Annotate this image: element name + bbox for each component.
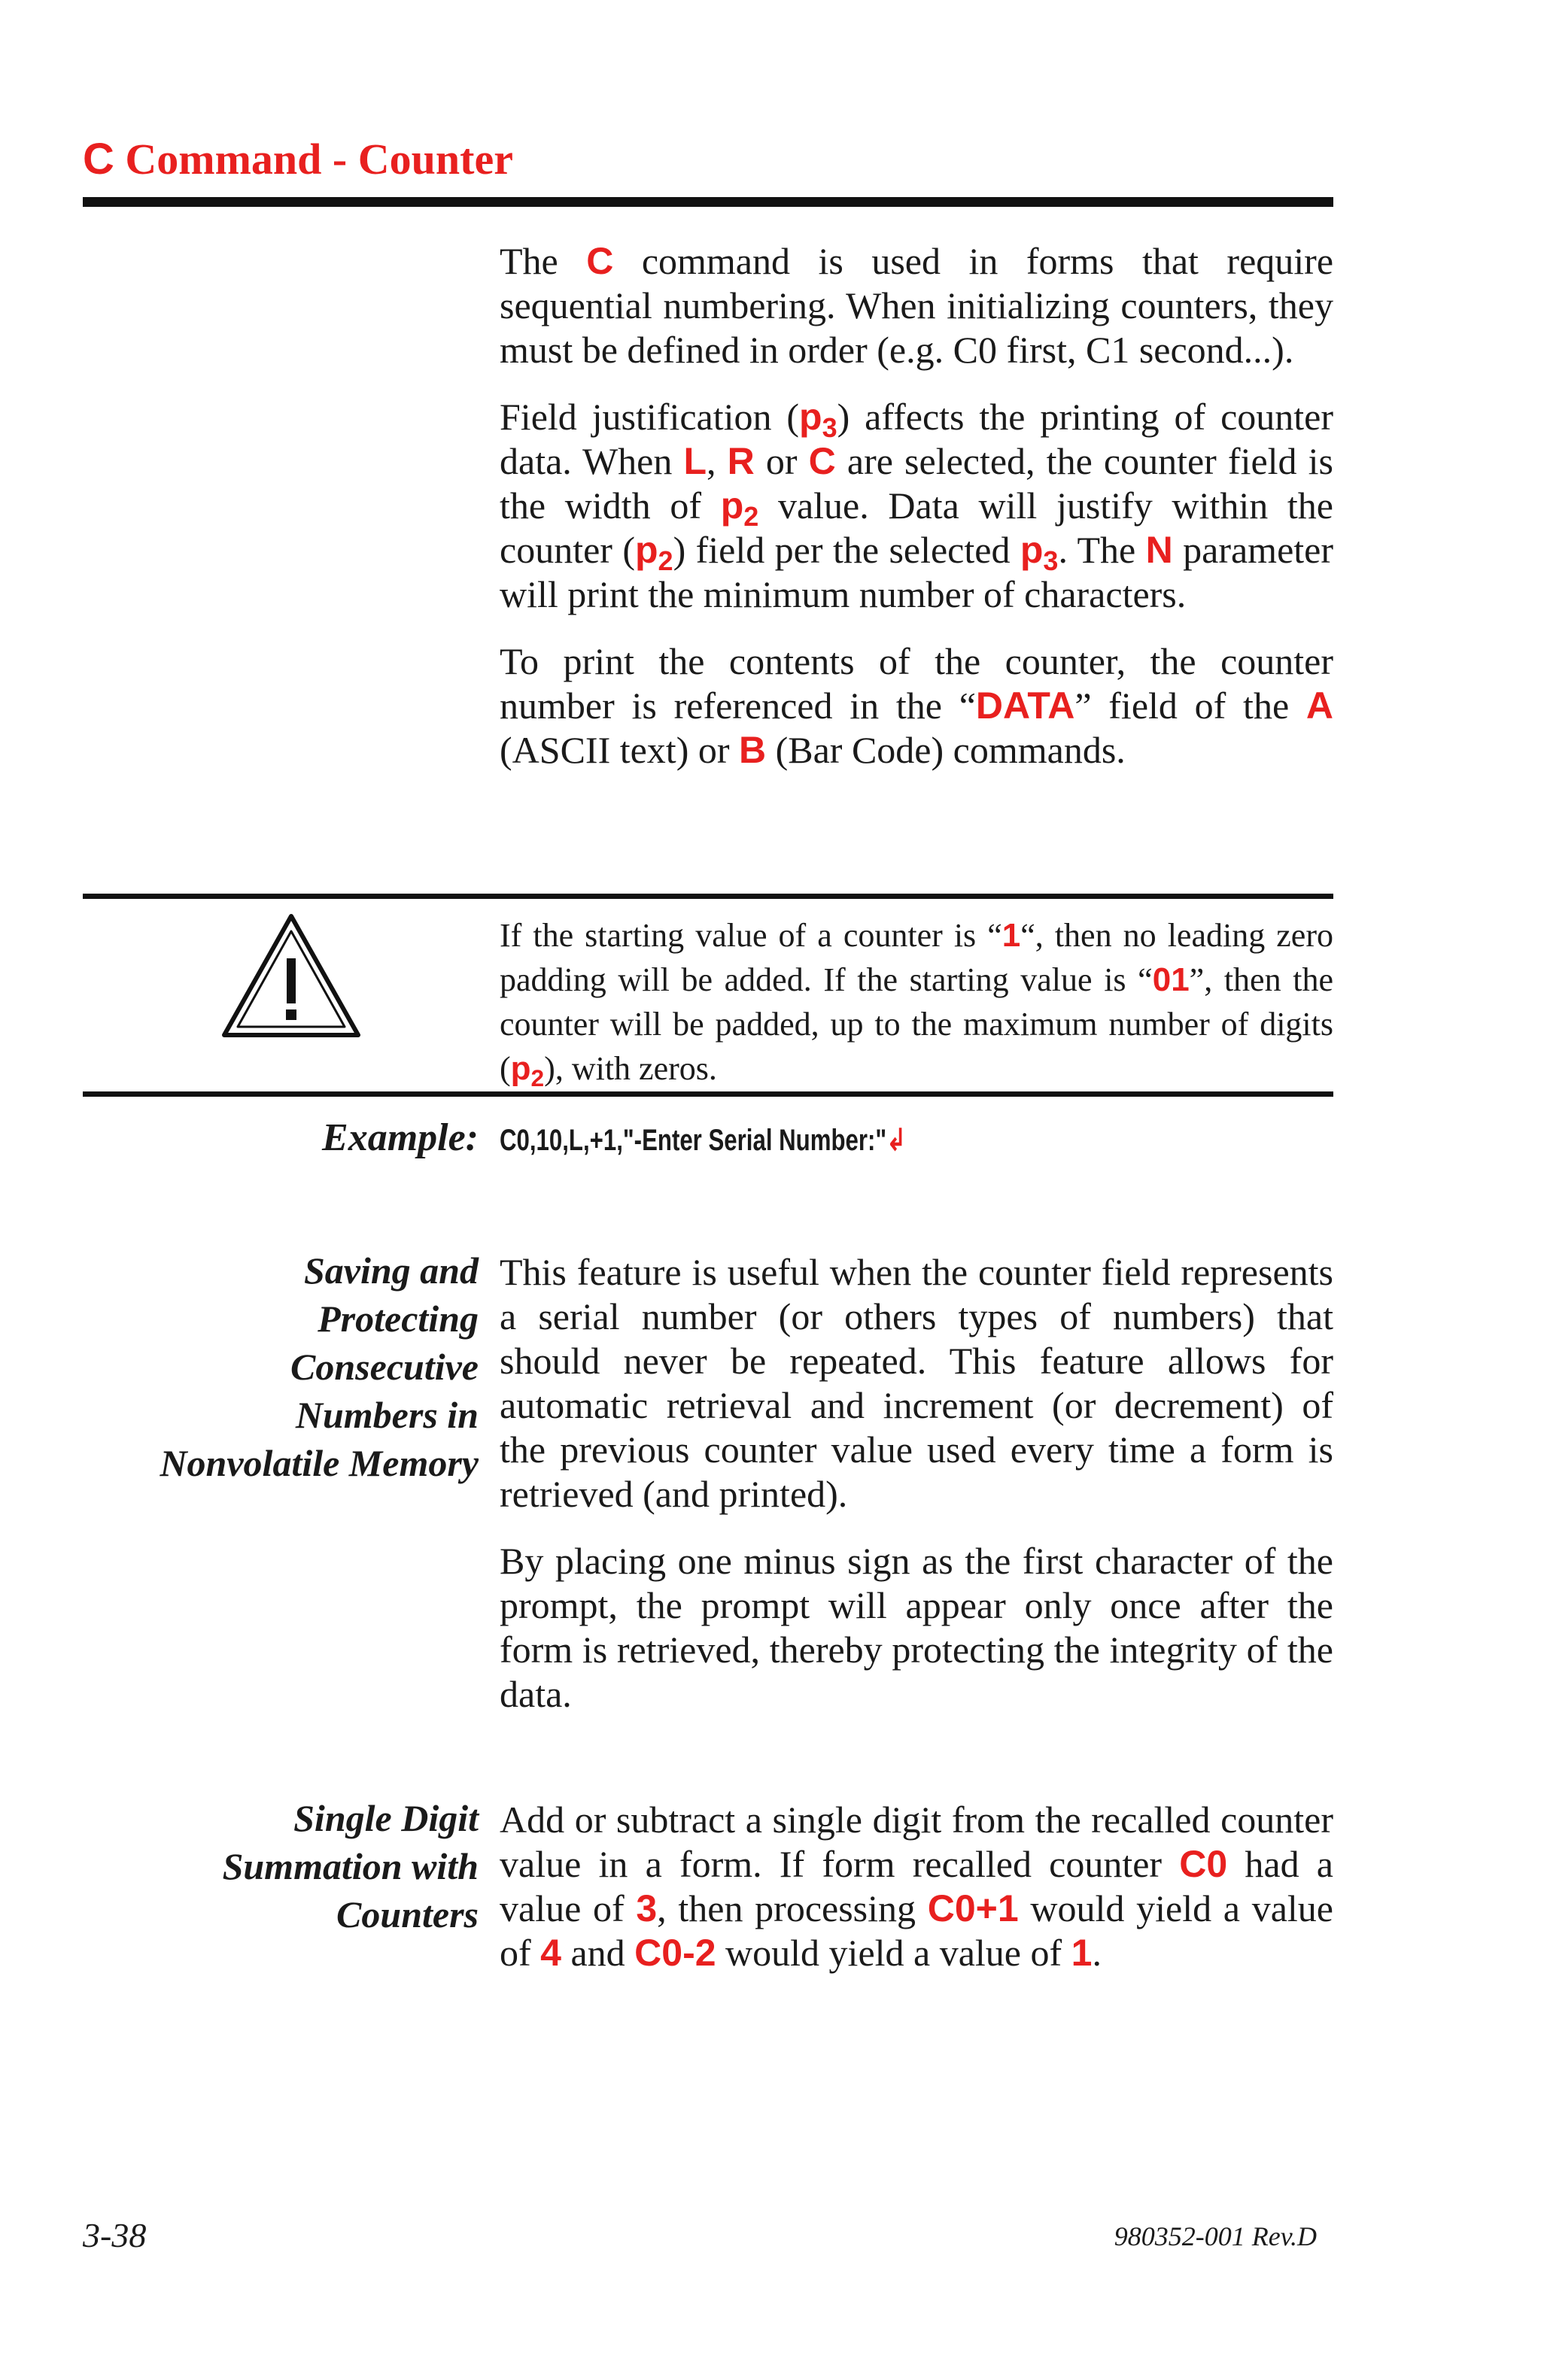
intro-paragraph-2: Field justification $(p_3)$ affects the printing of counter data. When L, R or C are selected, the counter field is the width of $p_2$ value. Data will justify within the counter $(p_2)$ field per the selected $p_3$. The N parameter will print the minimum number of characters. (500, 396, 1334, 615)
saving-heading: Saving and Protecting Consecutive Numbers in Nonvolatile Memory (160, 1249, 479, 1484)
page-title (83, 134, 513, 184)
param-p2: $p_2$ (635, 529, 673, 577)
warning-triangle-icon (220, 912, 363, 1041)
param-p2: $p_2$ (510, 1050, 545, 1091)
caution-bottom-rule (83, 1091, 1333, 1097)
intro-paragraph-1: The C command is used in forms that require sequential numbering. When initializing counters, they must be defined in order (e.g. C0 first, C1 second...). (500, 240, 1334, 371)
document-number: 980352-001 Rev.D (1114, 2221, 1317, 2251)
caution-note: If the starting value of a counter is “1“, then no leading zero padding will be added. If the starting value is “01”, then the counter will be padded, up to the maximum number of digits $(p_2)$, with zeros. (500, 917, 1333, 1091)
caution-top-rule (83, 894, 1333, 899)
example-label: Example: (322, 1116, 479, 1159)
saving-section (500, 1250, 1333, 1739)
title-command-letter: C (83, 135, 114, 184)
page-number: 3-38 (83, 2216, 147, 2254)
command-c: C (586, 240, 614, 282)
title-rule (83, 197, 1333, 207)
example-code: C0,10,L,+1,"-Enter Serial Number:"↲ (500, 1124, 907, 1157)
intro-paragraph-3: To print the contents of the counter, the counter number is referenced in the “DATA” field of the A (ASCII text) or B (Bar Code) commands. (500, 640, 1333, 771)
single-digit-heading: Single Digit Summation with Counters (222, 1797, 479, 1935)
enter-return-icon: ↲ (886, 1124, 907, 1157)
single-digit-section (500, 1798, 1333, 1998)
intro-section (500, 239, 1333, 795)
param-p3: $p_3$ (799, 396, 837, 444)
title-text: Command - Counter (114, 135, 513, 184)
saving-paragraph-1: This feature is useful when the counter field represents a serial number (or others types of numbers) that should never be repeated. This feature allows for automatic retrieval and increment (or decrement) of the previous counter value used every time a form is retrieved (and printed). (500, 1251, 1333, 1515)
param-p3: $p_3$ (1020, 529, 1059, 577)
saving-paragraph-2: By placing one minus sign as the first character of the prompt, the prompt will appear only once after the form is retrieved, thereby protecting the integrity of the data. (500, 1540, 1333, 1715)
single-digit-paragraph: Add or subtract a single digit from the recalled counter value in a form. If form recalled counter C0 had a value of 3, then processing C0+1 would yield a value of 4 and C0-2 would yield a value of 1. (500, 1799, 1333, 1974)
param-p2: $p_2$ (720, 484, 759, 533)
